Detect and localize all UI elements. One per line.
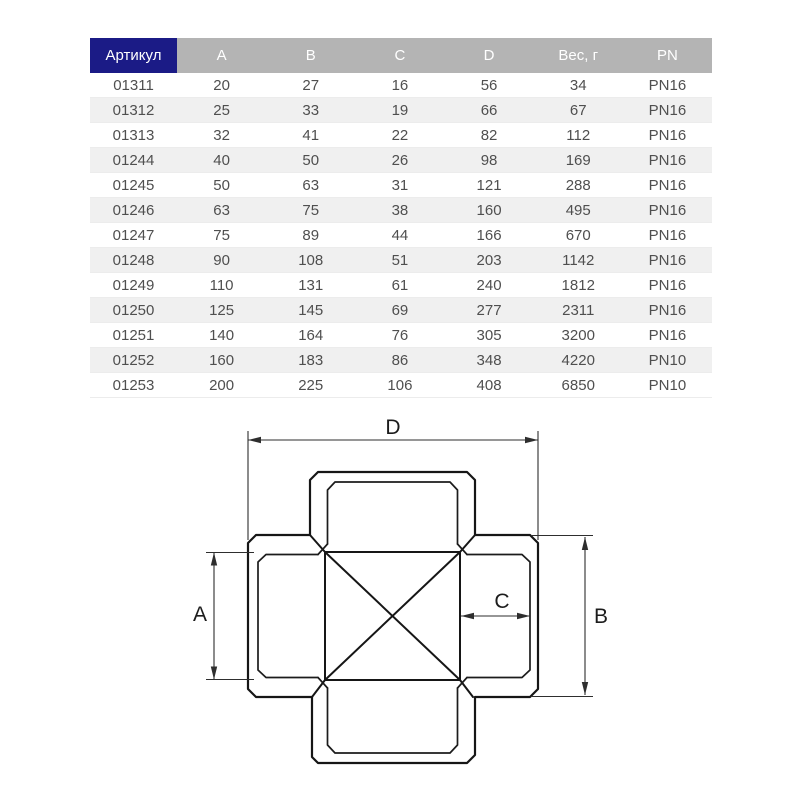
table-cell: 01313 (112, 126, 155, 144)
table-cell: 51 (391, 251, 409, 269)
table-cell: 33 (302, 101, 320, 119)
table-cell: 34 (569, 76, 587, 94)
dim-d-arrow-right (525, 437, 538, 443)
table-cell: 27 (302, 76, 320, 94)
table-cell: 40 (213, 151, 230, 169)
table-row (90, 148, 712, 173)
table-cell: 2311 (562, 301, 595, 319)
table-cell: 240 (476, 276, 502, 294)
table-header-row (90, 38, 712, 73)
table-cell: 670 (565, 226, 591, 244)
table-cell: 1812 (561, 276, 595, 294)
table-cell: 164 (298, 326, 324, 344)
table-row (90, 223, 712, 248)
dim-b-extension-lines (532, 536, 593, 697)
table-row (90, 173, 712, 198)
table-cell: PN16 (648, 126, 687, 144)
column-header: Вес, г (534, 38, 623, 73)
column-header: D (444, 38, 533, 73)
table-cell: 86 (391, 351, 409, 369)
table-cell: 121 (476, 176, 502, 194)
table-row (90, 273, 712, 298)
top-socket-bore (328, 482, 458, 544)
dim-d-arrow-left (248, 437, 261, 443)
table-cell: 01244 (112, 151, 155, 169)
table-cell: 166 (476, 226, 502, 244)
table-cell: 131 (298, 276, 324, 294)
table-cell: 408 (476, 376, 502, 394)
table-cell: PN16 (648, 326, 687, 344)
table-row (90, 373, 712, 398)
table-cell: 200 (209, 376, 235, 394)
dim-a-extension-lines (206, 553, 254, 680)
table-cell: 22 (391, 126, 409, 144)
table-row (90, 198, 712, 223)
table-cell: 495 (565, 201, 591, 219)
table-cell: 01246 (112, 201, 155, 219)
table-row (90, 248, 712, 273)
dim-d-extension-lines (248, 431, 538, 540)
table-cell: 305 (476, 326, 502, 344)
table-cell: 19 (391, 101, 409, 119)
table-cell: 145 (298, 301, 324, 319)
table-cell: 50 (302, 151, 320, 169)
table-cell: 50 (213, 176, 230, 194)
table-cell: 01249 (112, 276, 155, 294)
table-cell: 01253 (112, 376, 155, 394)
cross-fitting-diagram (180, 410, 620, 800)
left-socket-bore (258, 555, 318, 678)
table-cell: 277 (476, 301, 502, 319)
table-cell: 61 (391, 276, 409, 294)
table-cell: 01251 (112, 326, 155, 344)
table-cell: 01247 (112, 226, 155, 244)
spec-table (90, 38, 712, 398)
table-cell: 32 (213, 126, 230, 144)
column-header: B (266, 38, 355, 73)
table-cell: PN16 (648, 301, 687, 319)
diagonal-line-2 (312, 535, 475, 697)
table-cell: 01311 (113, 76, 154, 94)
table-cell: PN10 (648, 376, 687, 394)
table-cell: 31 (391, 176, 409, 194)
table-cell: 203 (476, 251, 502, 269)
table-cell: 1142 (562, 251, 595, 269)
table-cell: 125 (209, 301, 235, 319)
table-cell: 225 (298, 376, 324, 394)
table-cell: 82 (480, 126, 498, 144)
column-header: Артикул (90, 38, 177, 73)
table-cell: 01245 (112, 176, 155, 194)
table-cell: PN16 (648, 251, 687, 269)
table-cell: PN16 (648, 76, 687, 94)
table-cell: 63 (213, 201, 230, 219)
table-cell: 67 (569, 101, 587, 119)
table-cell: PN16 (648, 151, 687, 169)
table-cell: 288 (565, 176, 591, 194)
table-cell: 16 (391, 76, 409, 94)
table-cell: 75 (213, 226, 230, 244)
table-cell: 4220 (561, 351, 595, 369)
table-cell: 112 (566, 126, 591, 144)
table-cell: 110 (209, 276, 234, 294)
table-cell: PN10 (648, 351, 687, 369)
table-cell: 01312 (112, 101, 155, 119)
dim-b-label: B (593, 605, 609, 628)
table-cell: 140 (209, 326, 235, 344)
table-cell: 76 (391, 326, 409, 344)
table-cell: PN16 (648, 226, 687, 244)
table-cell: 106 (387, 376, 413, 394)
table-cell: PN16 (648, 101, 687, 119)
table-cell: 01252 (112, 351, 155, 369)
dim-c-arrow-left (461, 613, 474, 619)
table-cell: 108 (298, 251, 324, 269)
column-header: PN (623, 38, 712, 73)
table-row (90, 348, 712, 373)
table-cell: 348 (476, 351, 502, 369)
column-header: C (355, 38, 444, 73)
dim-a-label: A (192, 603, 208, 626)
table-row (90, 73, 712, 98)
table-cell: 26 (391, 151, 409, 169)
table-cell: 69 (391, 301, 409, 319)
table-cell: PN16 (648, 276, 687, 294)
table-cell: PN16 (648, 176, 687, 194)
column-header: A (177, 38, 266, 73)
table-cell: 38 (391, 201, 409, 219)
table-cell: 01250 (112, 301, 155, 319)
table-cell: 160 (209, 351, 235, 369)
table-row (90, 323, 712, 348)
table-cell: PN16 (648, 201, 687, 219)
table-cell: 90 (213, 251, 230, 269)
dim-a-arrow-top (211, 553, 217, 566)
table-cell: 98 (480, 151, 498, 169)
table-cell: 183 (298, 351, 324, 369)
table-cell: 89 (302, 226, 320, 244)
table-cell: 41 (302, 126, 320, 144)
dim-b-arrow-bottom (582, 682, 588, 695)
table-cell: 3200 (561, 326, 595, 344)
dim-a-arrow-bottom (211, 667, 217, 680)
table-cell: 01248 (112, 251, 155, 269)
table-cell: 6850 (561, 376, 595, 394)
table-cell: 25 (213, 101, 230, 119)
dim-c-label: C (494, 590, 510, 613)
table-cell: 56 (480, 76, 498, 94)
dim-d-label: D (385, 416, 401, 439)
table-row (90, 298, 712, 323)
table-cell: 169 (565, 151, 591, 169)
table-cell: 66 (480, 101, 498, 119)
table-cell: 75 (302, 201, 320, 219)
bottom-socket-bore (328, 688, 458, 753)
dim-c-arrow-right (517, 613, 530, 619)
table-row (90, 123, 712, 148)
table-cell: 44 (391, 226, 409, 244)
dim-b-arrow-top (582, 537, 588, 550)
table-cell: 63 (302, 176, 320, 194)
table-cell: 160 (476, 201, 502, 219)
table-row (90, 98, 712, 123)
table-cell: 20 (213, 76, 230, 94)
